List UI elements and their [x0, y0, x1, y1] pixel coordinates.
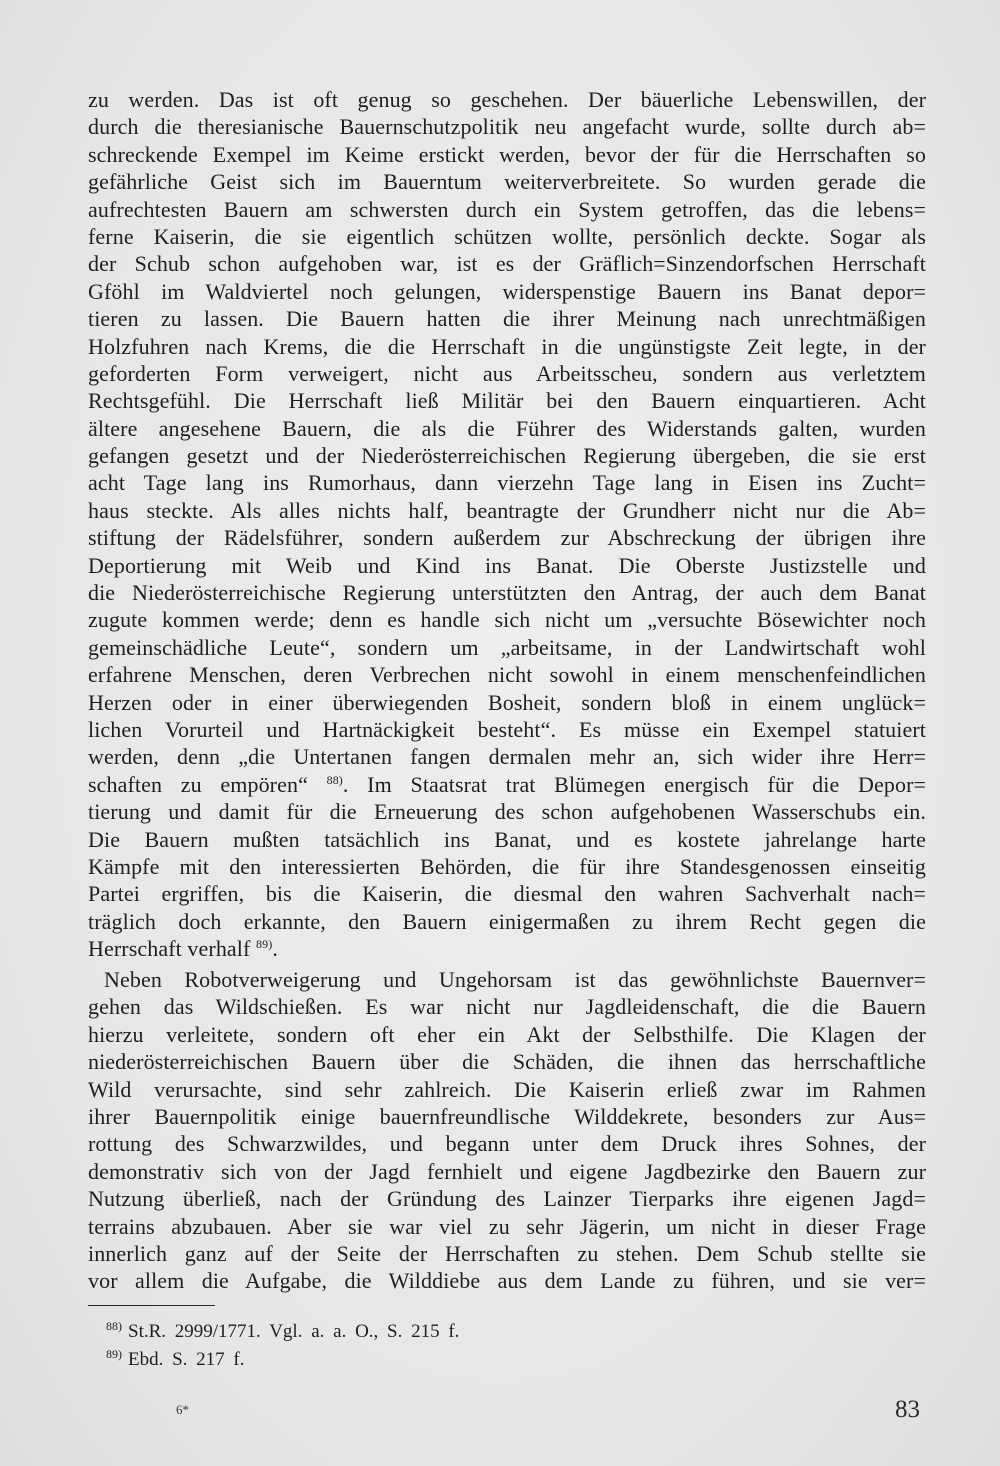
- text-line: die Niederösterreichische Regierung unterstützten den Antrag, der auch dem Banat: [88, 580, 926, 606]
- text-line: terrains abzubauen. Aber sie war viel zu sehr Jägerin, um nicht in dieser Frage: [88, 1213, 926, 1239]
- text-line: zugute kommen werde; denn es handle sich nicht um „versuchte Bösewichter noch: [88, 607, 926, 633]
- text-line: gemeinschädliche Leute“, sondern um „arbeitsame, in der Landwirtschaft wohl: [88, 634, 926, 660]
- text-line: lichen Vorurteil und Hartnäckigkeit besteht“. Es müsse ein Exempel statuiert: [88, 716, 926, 742]
- text-line: Rechtsgefühl. Die Herrschaft ließ Militär bei den Bauern einquartieren. Acht: [88, 388, 926, 414]
- footnote-reference: 89): [256, 937, 273, 952]
- body-text: [88, 86, 926, 1295]
- paragraph: [88, 966, 926, 1295]
- text-segment: schaften zu empören“: [88, 771, 327, 797]
- footnote-separator: [88, 1305, 215, 1306]
- text-line: durch die theresianische Bauernschutzpolitik neu angefacht wurde, sollte durch ab=: [88, 114, 926, 140]
- page-number: 83: [895, 1396, 920, 1423]
- text-line: Kämpfe mit den interessierten Behörden, die für ihre Standesgenossen einseitig: [88, 853, 926, 879]
- text-line: ältere angesehene Bauern, die als die Führer des Widerstands galten, wurden: [88, 415, 926, 441]
- text-line: Neben Robotverweigerung und Ungehorsam ist das gewöhnlichste Bauernver=: [104, 967, 926, 992]
- footnote-text: St.R. 2999/1771. Vgl. a. a. O., S. 215 f.: [128, 1321, 460, 1342]
- text-line: träglich doch erkannte, den Bauern einigermaßen zu ihrem Recht gegen die: [88, 908, 926, 934]
- text-line: aufrechtesten Bauern am schwersten durch ein System getroffen, das die lebens=: [88, 196, 926, 222]
- text-line: stiftung der Rädelsführer, sondern außerdem zur Abschreckung der übrigen ihre: [88, 525, 926, 551]
- text-line: tierung und damit für die Erneuerung des schon aufgehobenen Wasserschubs ein.: [88, 799, 926, 825]
- text-line: ferne Kaiserin, die sie eigentlich schützen wollte, persönlich deckte. Sogar als: [88, 223, 926, 249]
- text-line: niederösterreichischen Bauern über die Schäden, die ihnen das herrschaftliche: [88, 1049, 926, 1075]
- text-segment: Herrschaft verhalf: [88, 936, 257, 962]
- text-line: geforderten Form verweigert, nicht aus Arbeitsscheu, sondern aus verletztem: [88, 360, 926, 386]
- text-line: Gföhl im Waldviertel noch gelungen, widerspenstige Bauern ins Banat depor=: [88, 278, 926, 304]
- text-line: ihrer Bauernpolitik einige bauernfreundlische Wilddekrete, besonders zur Aus=: [88, 1103, 926, 1129]
- text-line: innerlich ganz auf der Seite der Herrschaften zu stehen. Dem Schub stellte sie: [88, 1240, 926, 1266]
- text-segment: .: [272, 936, 278, 962]
- text-line: rottung des Schwarzwildes, und begann unter dem Druck ihres Sohnes, der: [88, 1131, 926, 1157]
- text-line: hierzu verleitete, sondern oft eher ein Akt der Selbsthilfe. Die Klagen der: [88, 1021, 926, 1047]
- paragraph: [88, 86, 926, 963]
- footnote-mark: 88): [106, 1319, 122, 1333]
- text-line: Die Bauern mußten tatsächlich ins Banat, und es kostete jahrelange harte: [88, 826, 926, 852]
- text-line: werden, denn „die Untertanen fangen dermalen mehr an, sich wider ihre Herr=: [88, 744, 926, 770]
- footnote-text: Ebd. S. 217 f.: [128, 1349, 245, 1370]
- text-line: [88, 935, 926, 962]
- text-line: Herzen oder in einer überwiegenden Bosheit, sondern bloß in einem unglück=: [88, 689, 926, 715]
- footnote-mark: 89): [106, 1347, 122, 1361]
- footnotes: [106, 1318, 806, 1374]
- text-line: der Schub schon aufgehoben war, ist es der Gräflich=Sinzendorfschen Herrschaft: [88, 251, 926, 277]
- text-line: schreckende Exempel im Keime erstickt werden, bevor der für die Herrschaften so: [88, 141, 926, 167]
- text-line: demonstrativ sich von der Jagd fernhielt und eigene Jagdbezirke den Bauern zur: [88, 1158, 926, 1184]
- text-line: gefährliche Geist sich im Bauerntum weiterverbreitete. So wurden gerade die: [88, 169, 926, 195]
- text-line: Deportierung mit Weib und Kind ins Banat. Die Oberste Justizstelle und: [88, 552, 926, 578]
- text-line: Nutzung überließ, nach der Gründung des Lainzer Tierparks ihre eigenen Jagd=: [88, 1186, 926, 1212]
- text-line: gehen das Wildschießen. Es war nicht nur Jagdleidenschaft, die die Bauern: [88, 994, 926, 1020]
- text-line: [88, 771, 926, 798]
- text-line: zu werden. Das ist oft genug so geschehen. Der bäuerliche Lebenswillen, der: [88, 87, 926, 112]
- text-segment: . Im Staatsrat trat Blümegen energisch für die Depor=: [342, 771, 926, 797]
- text-line: haus steckte. Als alles nichts half, beantragte der Grundherr nicht nur die Ab=: [88, 497, 926, 523]
- text-line: erfahrene Menschen, deren Verbrechen nicht sowohl in einem menschenfeindlichen: [88, 662, 926, 688]
- text-line: Partei ergriffen, bis die Kaiserin, die diesmal den wahren Sachverhalt nach=: [88, 881, 926, 907]
- text-line: gefangen gesetzt und der Niederösterreichischen Regierung übergeben, die sie erst: [88, 443, 926, 469]
- footnote: [106, 1318, 806, 1346]
- text-line: tieren zu lassen. Die Bauern hatten die ihrer Meinung nach unrechtmäßigen: [88, 306, 926, 332]
- footnote-reference: 88): [326, 772, 343, 787]
- text-line: Holzfuhren nach Krems, die die Herrschaft in die ungünstigste Zeit legte, in der: [88, 333, 926, 359]
- text-line: acht Tage lang ins Rumorhaus, dann vierzehn Tage lang in Eisen ins Zucht=: [88, 470, 926, 496]
- footnote: [106, 1346, 806, 1374]
- text-line: Wild verursachte, sind sehr zahlreich. Die Kaiserin erließ zwar im Rahmen: [88, 1076, 926, 1102]
- text-line: vor allem die Aufgabe, die Wilddiebe aus dem Lande zu führen, und sie ver=: [88, 1268, 926, 1294]
- printer-signature: 6*: [176, 1402, 189, 1417]
